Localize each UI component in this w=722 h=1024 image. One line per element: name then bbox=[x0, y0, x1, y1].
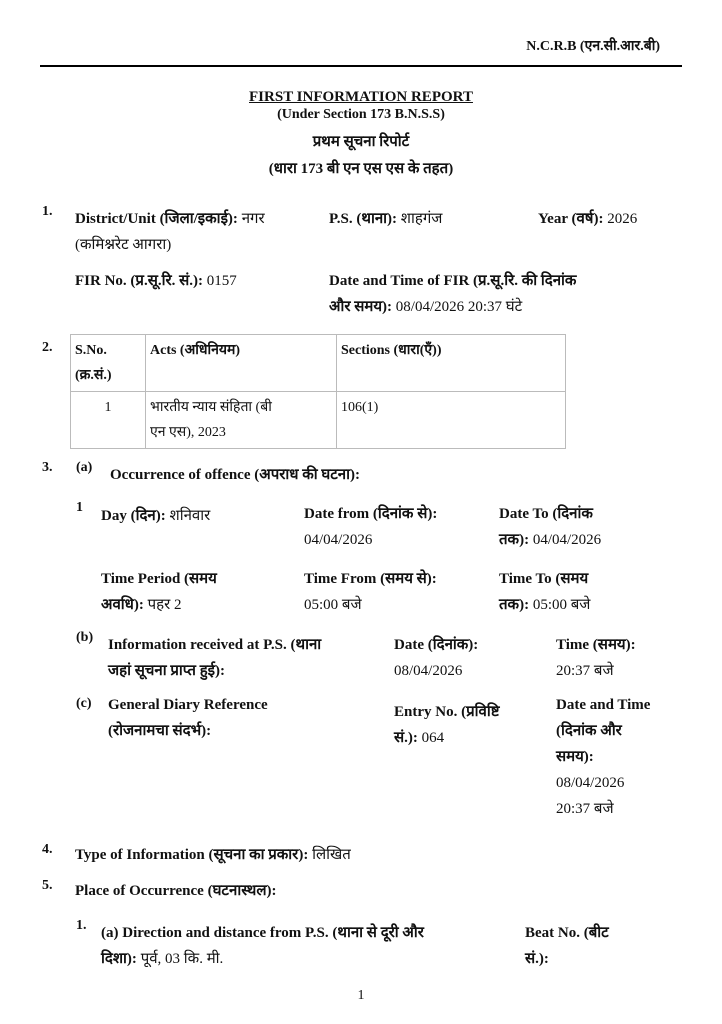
gd-datetime-value-line2: 20:37 बजे bbox=[556, 801, 614, 817]
info-time-field bbox=[556, 632, 636, 684]
time-period-label-line2: अवधि): bbox=[101, 597, 144, 613]
info-date-label: Date (दिनांक): bbox=[394, 637, 479, 653]
day-field bbox=[101, 503, 210, 529]
section-2-number: 2. bbox=[42, 340, 53, 355]
info-received-label-line2: जहां सूचना प्राप्त हुई): bbox=[108, 663, 226, 679]
beat-no-label: Beat No. (बीट bbox=[525, 925, 609, 941]
acts-table-header bbox=[71, 335, 566, 392]
occurrence-label: Occurrence of offence (अपराध की घटना): bbox=[110, 467, 360, 483]
direction-distance-label: (a) Direction and distance from P.S. (थाना से दूरी और bbox=[101, 925, 424, 941]
section-3b-tag: (b) bbox=[76, 630, 94, 645]
header-divider bbox=[40, 65, 682, 67]
district-label: District/Unit (जिला/इकाई): bbox=[75, 211, 238, 227]
gd-reference-field bbox=[108, 692, 388, 744]
ps-label: P.S. (थाना): bbox=[329, 211, 398, 227]
time-period-value: पहर 2 bbox=[147, 597, 182, 613]
entry-no-value: 064 bbox=[421, 730, 445, 746]
direction-distance-value: पूर्व, 03 कि. मी. bbox=[140, 951, 224, 967]
direction-distance-label-line2: दिशा): bbox=[101, 951, 137, 967]
section-3-number: 3. bbox=[42, 460, 53, 475]
info-type-label: Type of Information (सूचना का प्रकार): bbox=[75, 847, 309, 863]
gd-datetime-value: 08/04/2026 bbox=[556, 775, 625, 791]
fir-number-label: FIR No. (प्र.सू.रि. सं.): bbox=[75, 273, 203, 289]
section-5-number: 5. bbox=[42, 878, 53, 893]
time-to-value: 05:00 बजे bbox=[532, 597, 591, 613]
title-en-sub: (Under Section 173 B.N.S.S) bbox=[277, 107, 445, 122]
time-to-label: Time To (समय bbox=[499, 571, 589, 587]
entry-no-label-line2: सं.): bbox=[394, 730, 418, 746]
info-type-field bbox=[75, 844, 351, 864]
info-date-value: 08/04/2026 bbox=[394, 663, 463, 679]
acts-table bbox=[70, 334, 566, 449]
district-value-line2: (कमिश्नरेट आगरा) bbox=[75, 237, 172, 253]
gd-reference-label: General Diary Reference bbox=[108, 697, 268, 713]
day-label: Day (दिन): bbox=[101, 508, 166, 524]
gd-datetime-label-line3: समय): bbox=[556, 749, 594, 765]
table-row bbox=[71, 392, 566, 449]
row-act bbox=[146, 392, 337, 449]
date-from-field bbox=[304, 501, 437, 553]
title-hi: प्रथम सूचना रिपोर्ट bbox=[312, 134, 410, 150]
year-label: Year (वर्ष): bbox=[538, 211, 604, 227]
fir-datetime-label-line2: और समय): bbox=[329, 299, 393, 315]
info-type-value: लिखित bbox=[312, 847, 351, 863]
year-value: 2026 bbox=[607, 211, 638, 227]
fir-datetime-value: 08/04/2026 20:37 घंटे bbox=[395, 299, 523, 315]
day-value: शनिवार bbox=[169, 508, 211, 524]
ps-field bbox=[329, 206, 442, 232]
district-field bbox=[75, 206, 320, 258]
fir-datetime-field bbox=[329, 268, 679, 320]
time-to-field bbox=[499, 566, 590, 618]
title-en: FIRST INFORMATION REPORT bbox=[249, 89, 473, 105]
title-hi-sub: (धारा 173 बी एन एस एस के तहत) bbox=[268, 161, 454, 177]
time-from-value: 05:00 बजे bbox=[304, 597, 362, 613]
date-from-value: 04/04/2026 bbox=[304, 532, 373, 548]
info-time-label: Time (समय): bbox=[556, 637, 636, 653]
fir-datetime-label: Date and Time of FIR (प्र.सू.रि. की दिनांक bbox=[329, 273, 577, 289]
date-to-label-line2: तक): bbox=[499, 532, 530, 548]
gd-reference-label-line2: (रोजनामचा संदर्भ): bbox=[108, 723, 212, 739]
acts-header: Acts (अधिनियम) bbox=[146, 335, 337, 392]
page-number: 1 bbox=[357, 988, 365, 1003]
section-1-number: 1. bbox=[42, 204, 53, 219]
time-period-label: Time Period (समय bbox=[101, 571, 217, 587]
fir-number-value: 0157 bbox=[206, 273, 237, 289]
date-to-label: Date To (दिनांक bbox=[499, 506, 593, 522]
row-act-line1: भारतीय न्याय संहिता (बी bbox=[150, 400, 272, 415]
beat-no-label-line2: सं.): bbox=[525, 951, 549, 967]
info-date-field bbox=[394, 632, 478, 684]
fir-number-field bbox=[75, 268, 237, 294]
gd-datetime-field bbox=[556, 692, 650, 822]
time-from-field bbox=[304, 566, 437, 618]
row-section: 106(1) bbox=[337, 392, 566, 449]
info-received-field bbox=[108, 632, 388, 684]
section-3a-tag: (a) bbox=[76, 460, 93, 475]
occurrence-sub-number: 1 bbox=[76, 500, 83, 515]
row-sno: 1 bbox=[71, 392, 146, 449]
sections-header: Sections (धारा(एँ)) bbox=[337, 335, 566, 392]
beat-no-field bbox=[525, 920, 609, 972]
time-from-label: Time From (समय से): bbox=[304, 571, 437, 587]
entry-no-label: Entry No. (प्रविष्टि bbox=[394, 704, 500, 720]
time-period-field bbox=[101, 566, 217, 618]
sno-header-line2: (क्र.सं.) bbox=[75, 368, 112, 383]
sno-header-line1: S.No. bbox=[75, 343, 107, 358]
place-sub-number: 1. bbox=[76, 918, 87, 933]
agency-header: N.C.R.B (एन.सी.आर.बी) bbox=[526, 39, 660, 54]
gd-datetime-label: Date and Time bbox=[556, 697, 651, 713]
gd-datetime-label-line2: (दिनांक और bbox=[556, 723, 622, 739]
district-value: नगर bbox=[241, 211, 265, 227]
date-from-label: Date from (दिनांक से): bbox=[304, 506, 438, 522]
year-field bbox=[538, 206, 637, 232]
info-received-label: Information received at P.S. (थाना bbox=[108, 637, 322, 653]
direction-distance-field bbox=[101, 920, 511, 972]
row-act-line2: एन एस), 2023 bbox=[150, 425, 226, 440]
time-to-label-line2: तक): bbox=[499, 597, 530, 613]
entry-no-field bbox=[394, 699, 499, 751]
sno-header bbox=[71, 335, 146, 392]
ps-value: शाहगंज bbox=[400, 211, 443, 227]
place-of-occurrence-label: Place of Occurrence (घटनास्थल): bbox=[75, 883, 277, 899]
date-to-field bbox=[499, 501, 601, 553]
section-4-number: 4. bbox=[42, 842, 53, 857]
info-time-value: 20:37 बजे bbox=[556, 663, 614, 679]
section-3c-tag: (c) bbox=[76, 696, 92, 711]
date-to-value: 04/04/2026 bbox=[532, 532, 602, 548]
